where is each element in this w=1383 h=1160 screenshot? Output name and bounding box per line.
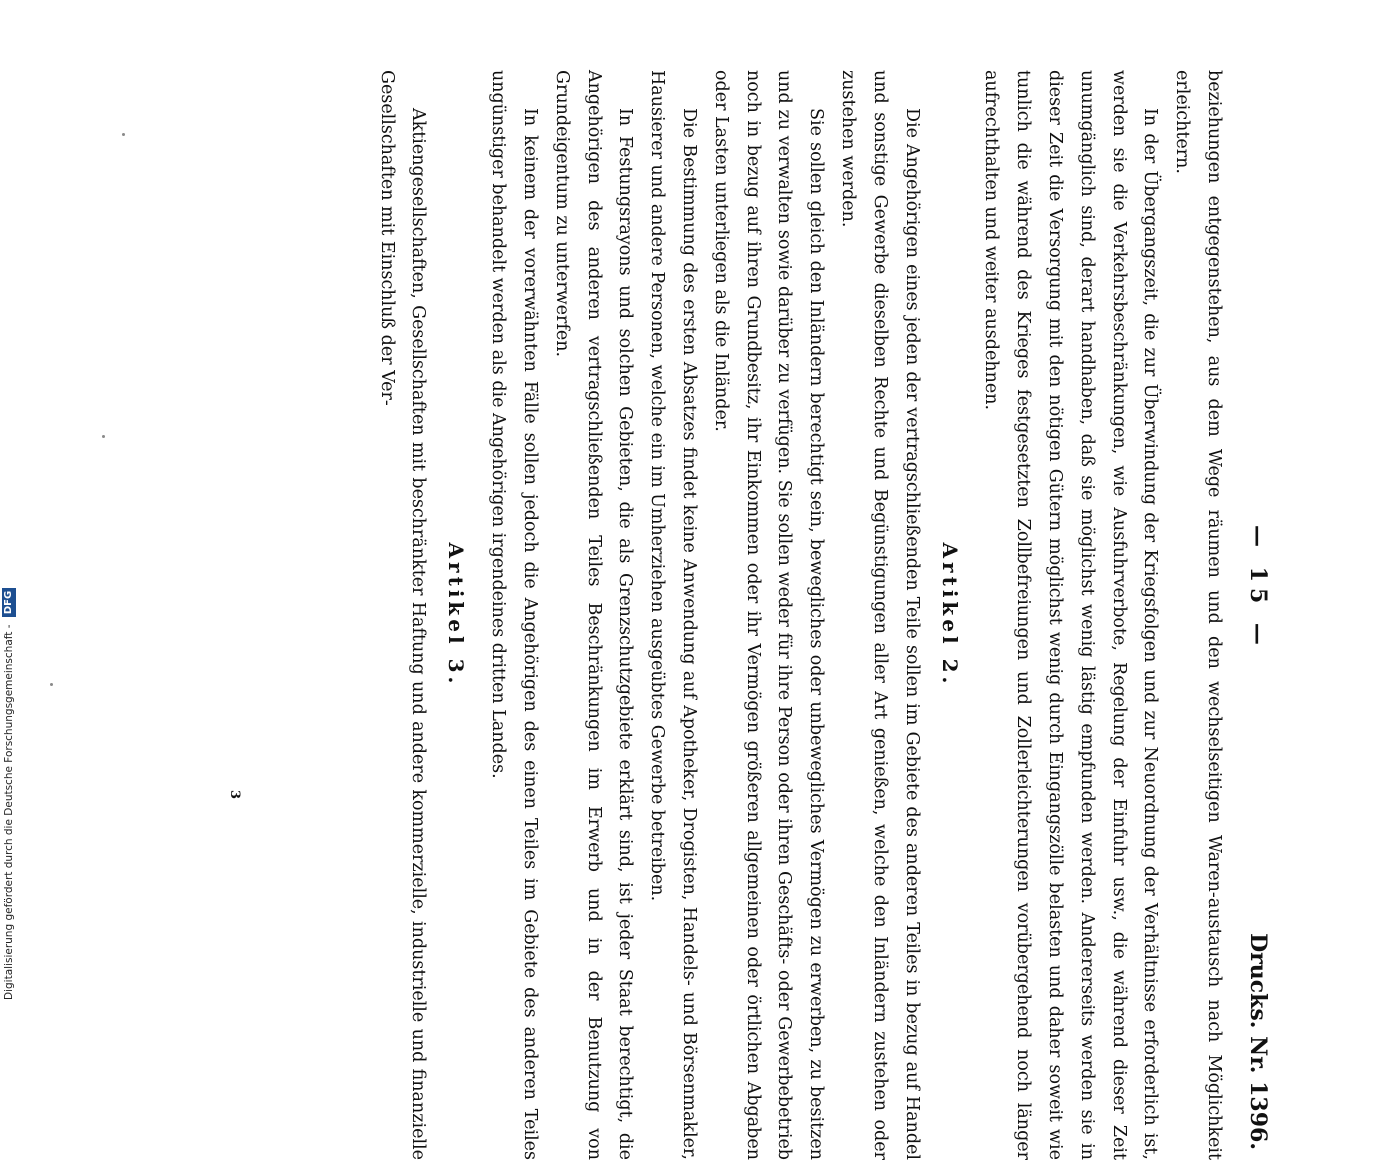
scan-speck bbox=[50, 683, 53, 686]
paragraph: Die Bestimmung des ersten Absatzes findet keine Anwendung auf Apotheker, Drogisten, Handels- und Börsenmakler, Hausierer und andere Personen, welche ein im Umherziehen ausgeübtes Gewerbe betreiben. bbox=[647, 70, 700, 1160]
article-heading: Artikel 3. bbox=[444, 542, 469, 688]
paragraph: Sie sollen gleich den Inländern berechtigt sein, bewegliches oder unbewegliches Vermögen zu erwerben, zu besitzen und zu verwalten sowie darüber zu verfügen. Sie sollen weder für ihre Person oder ihren Geschäfts- oder Gewerbebetrieb noch in bezug auf ihren Grundbesitz, ihr Einkommen oder ihr Vermögen größeren allgemeinen oder örtlichen Abgaben oder Lasten unterliegen als die Inländer. bbox=[710, 70, 827, 1160]
article-heading: Artikel 2. bbox=[937, 542, 962, 688]
paragraph: In Festungsrayons und solchen Gebieten, die als Grenzschutzgebiete erklärt sind, ist jeder Staat berechtigt, die Angehörigen des anderen vertragschließenden Teiles Beschränkungen im Erwerb und in der Benutzung von Grundeigentum zu unterwerfen. bbox=[551, 70, 636, 1160]
signature-mark: 3 bbox=[227, 790, 242, 800]
scan-speck bbox=[122, 133, 125, 136]
print-reference: Drucks. Nr. 1396. bbox=[1245, 933, 1271, 1150]
credit-text: Digitalisierung gefördert durch die Deutsche Forschungsgemeinschaft - bbox=[3, 624, 15, 1000]
paragraph: Die Angehörigen eines jeden der vertragschließenden Teile sollen im Gebiete des anderen Teiles in bezug auf Handel und sonstige Gewerbe dieselben Rechte und Begünstigungen aller Art genießen, welche den Inländern zustehen oder zustehen werden. bbox=[838, 70, 922, 1160]
digitization-credit bbox=[0, 590, 18, 1000]
scan-speck bbox=[102, 435, 105, 438]
rotated-document-page bbox=[187, 70, 1277, 1160]
page-number: — 15 — bbox=[1245, 525, 1271, 651]
paragraph: beziehungen entgegenstehen, aus dem Wege räumen und den wechselseitigen Waren-austausch nach Möglichkeit erleichtern. bbox=[1172, 70, 1224, 1160]
paragraph: In keinem der vorerwähnten Fälle sollen jedoch die Angehörigen des einen Teiles im Gebiete des anderen Teiles ungünstiger behandelt werden als die Angehörigen irgendeines dritten Landes. bbox=[488, 70, 541, 1160]
body-text bbox=[370, 70, 1229, 1160]
paragraph: Aktiengesellschaften, Gesellschaften mit beschränkter Haftung und andere kommerzielle, industrielle und finanzielle Gesellschaften mit Einschluß der Ver- bbox=[376, 70, 429, 1160]
dfg-logo: DFG bbox=[2, 588, 16, 617]
paragraph: In der Übergangszeit, die zur Überwindung der Kriegsfolgen und zur Neuordnung der Verhältnisse erforderlich ist, werden sie die Verkehrsbeschränkungen, wie Ausfuhrverbote, Regelung der Einfuhr usw., die während dieser Zeit unumgänglich sind, derart handhaben, daß sie möglichst wenig lästig empfunden werden. Andererseits werden sie in dieser Zeit die Versorgung mit den nötigen Gütern möglichst wenig durch Eingangszölle belasten und daher soweit wie tunlich die während des Krieges festgesetzten Zollbefreiungen und Zollerleichterungen vorübergehend noch länger aufrechthalten und weiter ausdehnen. bbox=[981, 70, 1161, 1160]
page-header bbox=[1237, 70, 1277, 1160]
